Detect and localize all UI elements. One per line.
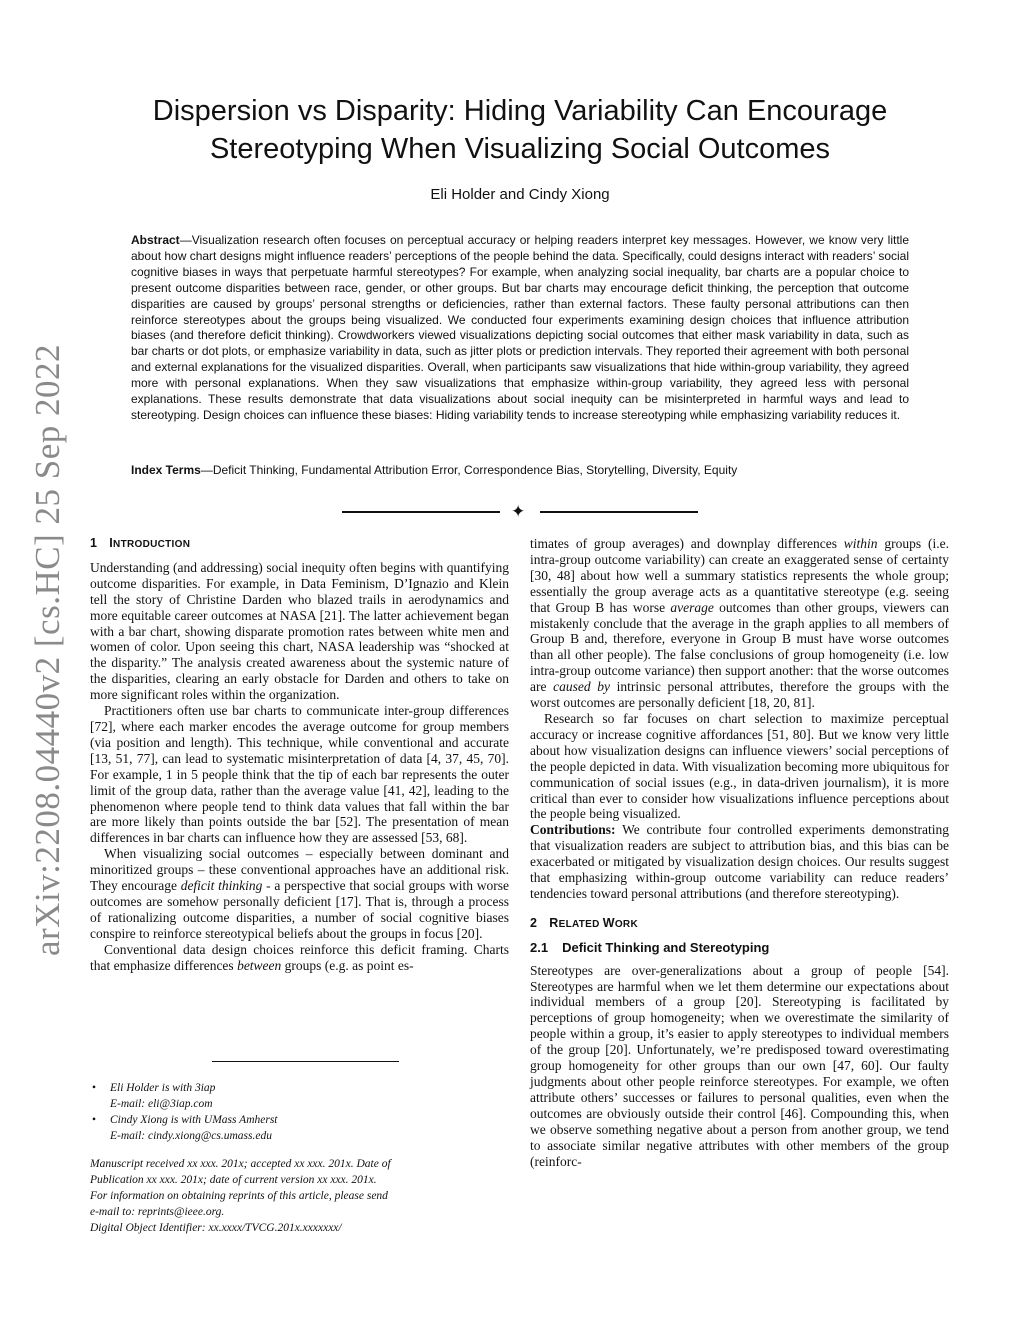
divider-line-right: [540, 511, 698, 513]
author-email: E-mail: cindy.xiong@cs.umass.edu: [110, 1130, 272, 1142]
section-number: 1: [90, 536, 98, 550]
index-terms-label: Index Terms: [131, 463, 201, 477]
paragraph-contributions: [530, 822, 949, 902]
section-number: 2: [530, 915, 538, 930]
left-column: [90, 536, 509, 973]
paragraph: [90, 846, 509, 941]
paragraph: [530, 536, 949, 711]
divider-ornament-icon: ✦: [511, 502, 526, 522]
section-title-initial: I: [109, 536, 114, 550]
arxiv-identifier-stamp: [18, 343, 78, 957]
emphasis: between: [237, 957, 282, 973]
subsection-heading-deficit-thinking: [530, 940, 949, 956]
text-run: Conventional data design choices reinforce this deficit framing. Charts that emphasize differences: [90, 941, 509, 973]
right-column: [530, 536, 949, 1169]
author-email: E-mail: eli@3iap.com: [110, 1098, 213, 1110]
section-heading-introduction: [90, 536, 509, 553]
abstract-text: —Visualization research often focuses on perceptual accuracy or helping readers interpret key messages. However, we know very little about how chart designs might influence readers’ perceptions of the people behind the data. Specifically, could designs interact with readers’ social cognitive biases in ways that perpetuate harmful stereotypes? For example, when analyzing social inequality, bar charts are a popular choice to present outcome disparities between race, gender, or other groups. But bar charts may encourage deficit thinking, the perception that outcome disparities are caused by groups’ personal strengths or deficiencies, rather than external factors. These faulty personal attributions can then reinforce stereotypes about the groups being visualized. We conducted four experiments examining design choices that influence attribution biases (and therefore deficit thinking). Crowdworkers viewed visualizations depicting social outcomes that either mask variability in data, such as bar charts or dot plots, or emphasize variability in data, such as jitter plots or prediction intervals. They reported their agreement with both personal and external explanations for the visualized disparities. Overall, when participants saw visualizations that hide within-group variability, they agreed more with personal explanations. When they saw visualizations that emphasize within-group variability, they agreed less with personal explanations. These results demonstrate that data visualizations about social inequity can be misinterpreted in harmful ways and lead to stereotyping. Design choices can influence these biases: Hiding variability tends to increase stereotyping while emphasizing variability reduces it.: [131, 233, 910, 422]
footnote-author: [90, 1080, 490, 1112]
manuscript-info: [90, 1156, 490, 1236]
text-run: groups (e.g. as point es-: [281, 957, 414, 973]
divider-line-left: [342, 511, 500, 513]
index-terms: [131, 462, 909, 478]
manuscript-line: e-mail to: reprints@ieee.org.: [90, 1206, 225, 1218]
paragraph: Stereotypes are over-generalizations about a group of people [54]. Stereotypes are harmful when we let them determine our expectations about individual members of a group [20]. Stereotyping is facilitated by perceptions of group homogeneity; when we overestimate the similarity of people within a group, it’s easier to apply stereotypes to individual members of the group [20]. Unfortunately, we’re predisposed toward overestimating group homogeneity for other groups than our own [47, 60]. Our faulty judgments about other people reinforce stereotypes. For example, we often attribute others’ successes or failures to personal qualities, even when the outcomes are obviously outside their control [46]. Compounding this, when we observe something negative about a person from another group, we tend to associate similar negative attributes with other members of the group (reinforc-: [530, 962, 949, 1169]
author-affiliation: Cindy Xiong is with UMass Amherst: [110, 1114, 278, 1126]
text-run: - a perspective that social groups with worse outcomes are somehow personally deficient [17]. That is, through a process of rationalizing outcome disparities, a number of social cognitive biases conspire to reinforce stereotypical beliefs about the groups in focus [20].: [90, 878, 510, 941]
abstract-label: Abstract: [131, 233, 180, 247]
title-line-2: Stereotyping When Visualizing Social Outcomes: [209, 133, 831, 165]
subsection-number: 2.1: [530, 939, 549, 955]
text-run: timates of group averages) and downplay differences: [530, 536, 844, 551]
emphasis: average: [670, 599, 714, 615]
section-title-rest: ELATED: [558, 918, 603, 930]
emphasis: caused by: [553, 679, 610, 695]
text-run: We contribute four controlled experiments demonstrating that visualization readers are subject to attribution bias, and this bias can be exacerbated or mitigated by visualization design choices. Our results suggest that emphasizing within-group outcome variability can reduce readers’ tendencies toward personal attributions (and therefore stereotyping).: [530, 822, 949, 901]
section-title-rest: ORK: [614, 918, 638, 930]
footnote-rule: [212, 1061, 399, 1062]
section-title-rest: NTRODUCTION: [113, 539, 191, 550]
paragraph: Understanding (and addressing) social inequity often begins with quantifying outcome disparities. For example, in Data Feminism, D’Ignazio and Klein tell the story of Christine Darden who blazed trails in aerodynamics and more equitable career outcomes at NASA [21]. The latter achievement began with a bar chart, showing disparate promotion rates between white men and women of color. Upon seeing this chart, NASA leadership was “shocked at the disparity.” The analysis created awareness about the systemic nature of the disparities, clearing an early obstacle for Darden and others to take on more significant roles within the organization.: [90, 559, 509, 703]
author-list: Eli Holder and Cindy Xiong: [430, 186, 610, 203]
bullet-icon: •: [92, 1082, 97, 1094]
section-divider: [342, 502, 698, 522]
text-run: intrinsic personal attributes, therefore the groups with the worst outcomes are personally deficient [18, 20, 81].: [530, 679, 949, 711]
bullet-icon: •: [92, 1114, 97, 1126]
manuscript-line: For information on obtaining reprints of this article, please send: [90, 1190, 388, 1202]
text-run: groups (i.e. intra-group outcome variability) can create an exaggerated sense of certainty [30, 48] about how well a summary statistics represents the whole group; essentially the group average acts as a quantitative stereotype (e.g. seeing that Group B has worse: [530, 536, 949, 615]
index-terms-text: —Deficit Thinking, Fundamental Attribution Error, Correspondence Bias, Storytelling, Diversity, Equity: [200, 463, 738, 477]
emphasis: deficit thinking: [180, 878, 263, 894]
paragraph: Practitioners often use bar charts to communicate inter-group differences [72], where each marker encodes the average outcome for group members (via position and length). This technique, while conventional and accurate [13, 51, 77], can lead to systematic misinterpretation of data [4, 37, 45, 70]. For example, 1 in 5 people think that the tip of each bar represents the outer limit of the group data, rather than the average value [41, 42], leading to the phenomenon where people tend to think data values that fall within the bar are more likely than points outside the bar [52]. The presentation of mean differences in bar charts can influence how they are assessed [53, 68].: [90, 703, 509, 846]
manuscript-line: Publication xx xxx. 201x; date of current version xx xxx. 201x.: [90, 1174, 377, 1186]
contributions-label: Contributions:: [530, 822, 616, 838]
author-affiliation: Eli Holder is with 3iap: [110, 1082, 216, 1094]
text-run: outcomes than other groups, viewers can mistakenly conclude that the average in the graph applies to all members of Group B and, therefore, everyone in Group B must have worse outcomes than all other people). The false conclusions of group homogeneity (i.e. low intra-group outcome variance) then support another: that the worse outcomes are: [530, 599, 950, 695]
arxiv-id-text: arXiv:2208.04440v2 [cs.HC] 25 Sep 2022: [28, 343, 68, 957]
paragraph: [90, 942, 509, 974]
manuscript-line: Manuscript received xx xxx. 201x; accepted xx xxx. 201x. Date of: [90, 1158, 391, 1170]
footnotes: [90, 1080, 490, 1236]
footnote-author: [90, 1112, 490, 1144]
text-run: When visualizing social outcomes – especially between dominant and minoritized groups – these conventional approaches have an additional risk. They encourage: [90, 846, 509, 894]
section-title-initial: R: [549, 915, 559, 930]
emphasis: within: [843, 536, 878, 551]
section-title-initial: W: [602, 915, 615, 930]
manuscript-line: Digital Object Identifier: xx.xxxx/TVCG.201x.xxxxxxx/: [90, 1222, 342, 1234]
paper-title: [100, 92, 940, 168]
abstract: [131, 233, 909, 424]
title-line-1: Dispersion vs Disparity: Hiding Variability Can Encourage: [152, 95, 888, 127]
subsection-title: Deficit Thinking and Stereotyping: [562, 939, 770, 955]
section-heading-related-work: [530, 916, 949, 933]
paragraph: Research so far focuses on chart selection to maximize perceptual accuracy or increase cognitive affordances [51, 80]. But we know very little about how visualization designs can influence viewers’ social perceptions of the people depicted in data. With visualization becoming more ubiquitous for communication of social issues (e.g., in data-driven journalism), it is more critical than ever to consider how visualizations influence perceptions about the people being visualized.: [530, 710, 949, 822]
